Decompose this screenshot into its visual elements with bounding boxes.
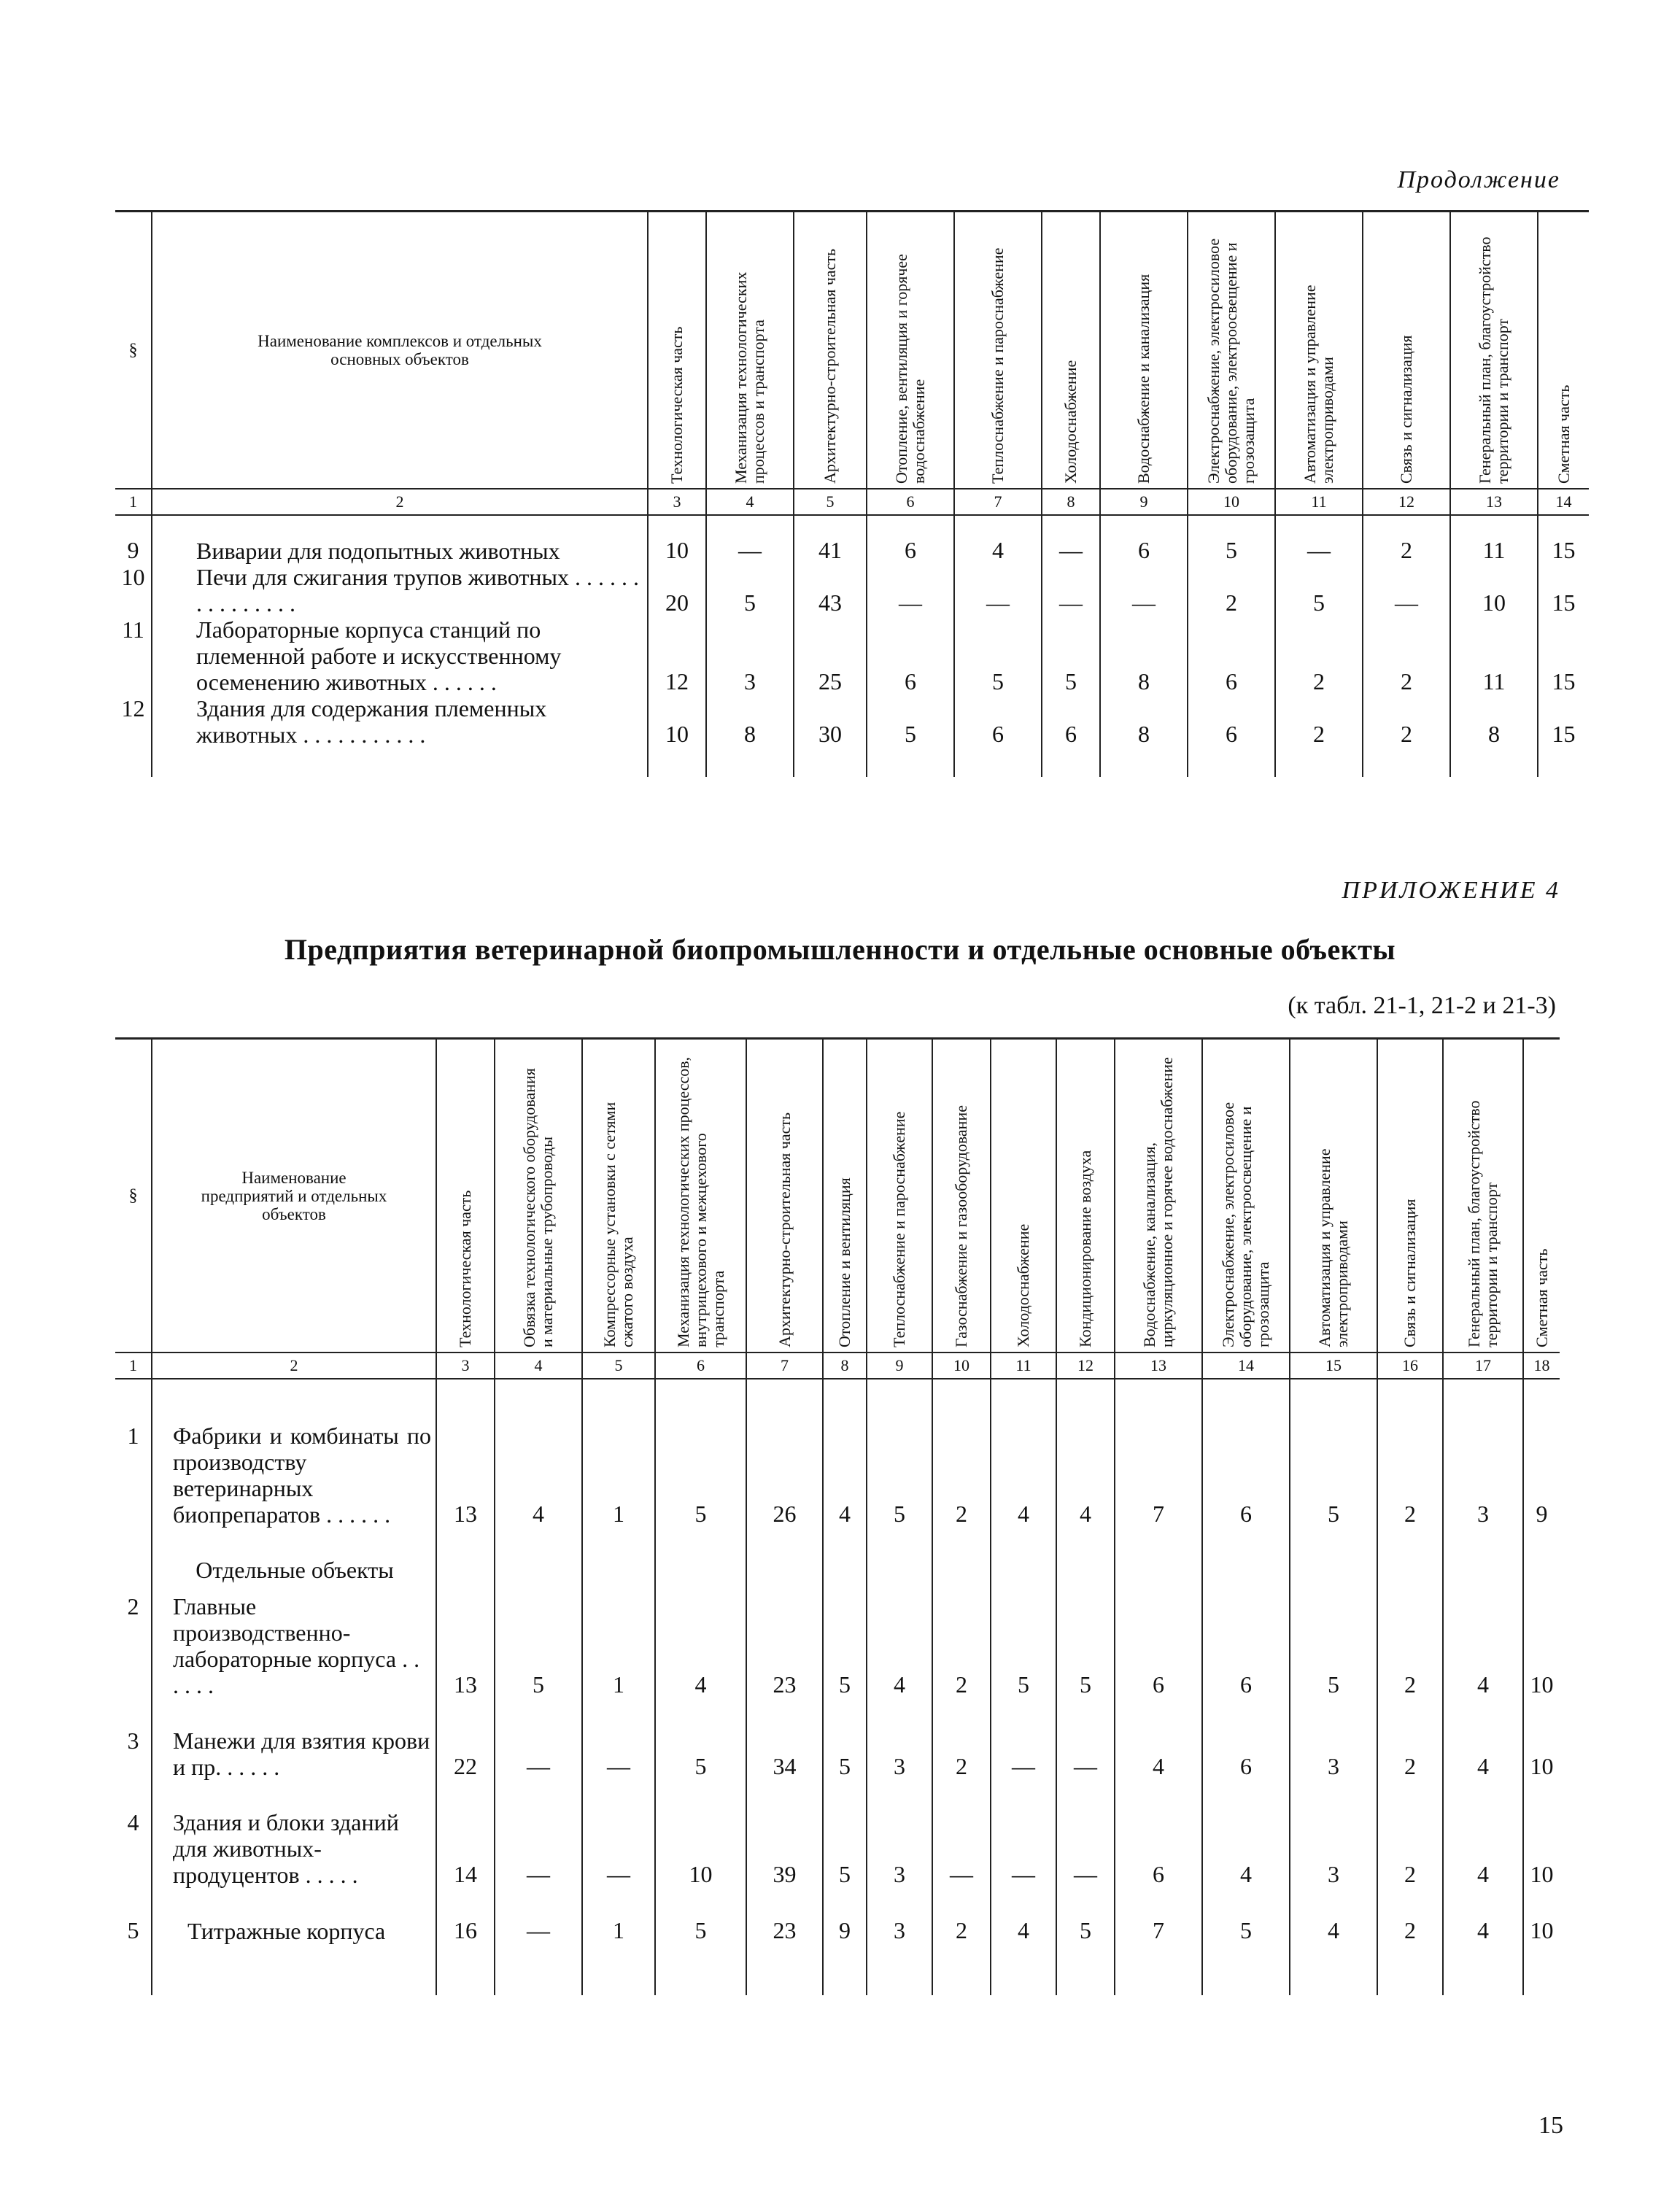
cell-value: — <box>932 1780 991 1888</box>
cell-value: 16 <box>436 1888 495 1944</box>
column-header: Электроснабжение, электросиловое оборудование, электроосвещение и грозозащита <box>1188 212 1275 489</box>
cell-value: 4 <box>1115 1698 1202 1780</box>
column-header: Холодоснабжение <box>991 1039 1056 1353</box>
column-number: 8 <box>823 1353 867 1379</box>
column-header: Сметная часть <box>1538 212 1589 489</box>
cell-value: 10 <box>1523 1583 1560 1698</box>
cell-value: 8 <box>706 695 794 748</box>
table-row <box>115 1888 1560 1944</box>
row-name: Здания для содержания племенных животных . . . . . . . . . . . <box>152 695 648 748</box>
cell-value: 5 <box>1188 537 1275 564</box>
cell-value: — <box>1056 1698 1115 1780</box>
cell-value: 6 <box>1202 1698 1290 1780</box>
table-row <box>115 616 1589 695</box>
cell-value: 10 <box>648 695 706 748</box>
column-header: Связь и сигнализация <box>1363 212 1450 489</box>
cell-value: 15 <box>1538 695 1589 748</box>
column-number: 3 <box>648 489 706 515</box>
row-name: Лабораторные корпуса станций по племенной работе и искусственному осеменению животных . . . . . . <box>152 616 648 695</box>
cell-value: — <box>1056 1780 1115 1888</box>
row-number: 1 <box>127 1423 139 1449</box>
cell-value: — <box>991 1780 1056 1888</box>
column-header: Связь и сигнализация <box>1377 1039 1443 1353</box>
cell-value: 3 <box>1443 1423 1523 1528</box>
row-number: 2 <box>127 1593 139 1620</box>
column-header: Технологическая часть <box>648 212 706 489</box>
cell-value: 6 <box>1188 616 1275 695</box>
column-number: 9 <box>1100 489 1188 515</box>
table-row <box>115 1583 1560 1698</box>
cell-value: 5 <box>706 564 794 616</box>
cell-value: 6 <box>1115 1780 1202 1888</box>
cell-value: — <box>495 1780 582 1888</box>
column-number: 14 <box>1202 1353 1290 1379</box>
row-number: 12 <box>121 695 145 721</box>
cell-value: 6 <box>954 695 1042 748</box>
cell-value: 23 <box>746 1583 823 1698</box>
cell-value: 25 <box>794 616 867 695</box>
cell-value: — <box>867 564 954 616</box>
column-header: Холодоснабжение <box>1042 212 1100 489</box>
appendix-label: ПРИЛОЖЕНИЕ 4 <box>1342 877 1560 904</box>
table-row <box>115 564 1589 616</box>
table-reference: (к табл. 21-1, 21-2 и 21-3) <box>1288 992 1556 1019</box>
cell-value: 8 <box>1100 695 1188 748</box>
cell-value: 5 <box>1056 1888 1115 1944</box>
column-number: 10 <box>1188 489 1275 515</box>
cell-value: 2 <box>932 1423 991 1528</box>
column-header: Теплоснабжение и пароснабжение <box>954 212 1042 489</box>
cell-value: 2 <box>1377 1888 1443 1944</box>
table-1-header <box>115 212 1589 489</box>
cell-value: — <box>991 1698 1056 1780</box>
cell-value: 26 <box>746 1423 823 1528</box>
cell-value: — <box>1363 564 1450 616</box>
cell-value: 3 <box>867 1888 932 1944</box>
cell-value: 4 <box>1290 1888 1377 1944</box>
cell-value: 5 <box>823 1583 867 1698</box>
column-number: 11 <box>1275 489 1363 515</box>
cell-value: 20 <box>648 564 706 616</box>
column-number: 15 <box>1290 1353 1377 1379</box>
column-header: Кондиционирование воздуха <box>1056 1039 1115 1353</box>
cell-value: 5 <box>867 1423 932 1528</box>
cell-value: 10 <box>1523 1698 1560 1780</box>
cell-value: 4 <box>1443 1780 1523 1888</box>
cell-value: 6 <box>1115 1583 1202 1698</box>
cell-value: 4 <box>991 1888 1056 1944</box>
column-number: 6 <box>655 1353 746 1379</box>
subheading: Отдельные объекты <box>152 1528 436 1583</box>
cell-value: 4 <box>1443 1698 1523 1780</box>
cell-value: 6 <box>867 616 954 695</box>
cell-value: 5 <box>495 1583 582 1698</box>
row-name: Здания и блоки зданий для животных-продуцентов . . . . . <box>152 1780 436 1888</box>
table-row <box>115 1423 1560 1528</box>
cell-value: 15 <box>1538 616 1589 695</box>
cell-value: — <box>1100 564 1188 616</box>
cell-value: 6 <box>1202 1583 1290 1698</box>
column-number: 11 <box>991 1353 1056 1379</box>
cell-value: 5 <box>991 1583 1056 1698</box>
column-number: 10 <box>932 1353 991 1379</box>
cell-value: 2 <box>1377 1698 1443 1780</box>
column-number-row <box>115 489 1589 515</box>
cell-value: 4 <box>1056 1423 1115 1528</box>
column-number: 1 <box>115 489 152 515</box>
column-number: 4 <box>495 1353 582 1379</box>
cell-value: 5 <box>954 616 1042 695</box>
column-header: Теплоснабжение и пароснабжение <box>867 1039 932 1353</box>
name-column-header: Наименование предприятий и отдельных объектов <box>152 1039 436 1353</box>
cell-value: 5 <box>1202 1888 1290 1944</box>
cell-value: 5 <box>823 1780 867 1888</box>
cell-value: 2 <box>1363 537 1450 564</box>
spacer-row <box>115 1379 1560 1423</box>
cell-value: 5 <box>655 1888 746 1944</box>
cell-value: 6 <box>1202 1423 1290 1528</box>
column-number: 4 <box>706 489 794 515</box>
row-number: 5 <box>127 1917 139 1943</box>
cell-value: 4 <box>823 1423 867 1528</box>
cell-value: 10 <box>1523 1780 1560 1888</box>
row-number: 3 <box>127 1727 139 1754</box>
cell-value: 3 <box>867 1780 932 1888</box>
name-column-header: Наименование комплексов и отдельных основных объектов <box>152 212 648 489</box>
row-name: Печи для сжигания трупов животных . . . . . . . . . . . . . . . <box>152 564 648 616</box>
cell-value: 15 <box>1538 564 1589 616</box>
cell-value: 22 <box>436 1698 495 1780</box>
cell-value: 5 <box>1056 1583 1115 1698</box>
cell-value: 1 <box>582 1888 655 1944</box>
cell-value: 2 <box>1377 1423 1443 1528</box>
column-number: 18 <box>1523 1353 1560 1379</box>
cell-value: 2 <box>1377 1780 1443 1888</box>
column-header: Обвязка технологического оборудования и материальные трубопроводы <box>495 1039 582 1353</box>
cell-value: 14 <box>436 1780 495 1888</box>
cell-value: 23 <box>746 1888 823 1944</box>
spacer-row <box>115 515 1589 537</box>
column-header: Механизация технологических процессов, внутрицехового и межцехового транспорта <box>655 1039 746 1353</box>
cell-value: 3 <box>867 1698 932 1780</box>
column-header: Генеральный план, благоустройство территории и транспорт <box>1450 212 1538 489</box>
cell-value: 2 <box>1363 695 1450 748</box>
continuation-label: Продолжение <box>1397 166 1560 193</box>
cell-value: 2 <box>1275 695 1363 748</box>
cell-value: 13 <box>436 1583 495 1698</box>
column-number: 5 <box>582 1353 655 1379</box>
cell-value: 5 <box>867 695 954 748</box>
column-number: 3 <box>436 1353 495 1379</box>
column-number: 16 <box>1377 1353 1443 1379</box>
cell-value: 15 <box>1538 537 1589 564</box>
cell-value: 3 <box>1290 1780 1377 1888</box>
column-header: Отопление и вентиляция <box>823 1039 867 1353</box>
cell-value: 12 <box>648 616 706 695</box>
cell-value: 5 <box>655 1698 746 1780</box>
spacer-row <box>115 1944 1560 1995</box>
cell-value: 4 <box>954 537 1042 564</box>
cell-value: 3 <box>1290 1698 1377 1780</box>
cell-value: 39 <box>746 1780 823 1888</box>
column-number: 5 <box>794 489 867 515</box>
cell-value: — <box>1042 564 1100 616</box>
cell-value: 9 <box>823 1888 867 1944</box>
table-row <box>115 1780 1560 1888</box>
section-symbol-header: § <box>115 212 152 489</box>
cell-value: 30 <box>794 695 867 748</box>
cell-value: 11 <box>1450 616 1538 695</box>
row-number: 10 <box>121 564 145 590</box>
column-number: 9 <box>867 1353 932 1379</box>
table-row <box>115 537 1589 564</box>
cell-value: 41 <box>794 537 867 564</box>
cell-value: 10 <box>655 1780 746 1888</box>
cell-value: 5 <box>1290 1583 1377 1698</box>
column-number: 1 <box>115 1353 152 1379</box>
column-header: Водоснабжение и канализация <box>1100 212 1188 489</box>
column-number: 17 <box>1443 1353 1523 1379</box>
cell-value: 7 <box>1115 1888 1202 1944</box>
cell-value: 5 <box>1290 1423 1377 1528</box>
column-number: 2 <box>152 1353 436 1379</box>
cell-value: — <box>706 537 794 564</box>
cell-value: 4 <box>1443 1583 1523 1698</box>
column-header: Генеральный план, благоустройство территории и транспорт <box>1443 1039 1523 1353</box>
cell-value: 2 <box>932 1888 991 1944</box>
column-number: 6 <box>867 489 954 515</box>
cell-value: 10 <box>1450 564 1538 616</box>
cell-value: 2 <box>932 1583 991 1698</box>
cell-value: 5 <box>655 1423 746 1528</box>
cell-value: — <box>582 1780 655 1888</box>
cell-value: 4 <box>1443 1888 1523 1944</box>
cell-value: 2 <box>1275 616 1363 695</box>
table-row <box>115 695 1589 748</box>
cell-value: 10 <box>1523 1888 1560 1944</box>
section-symbol-header: § <box>115 1039 152 1353</box>
column-header: Механизация технологических процессов и транспорта <box>706 212 794 489</box>
spacer-row <box>115 748 1589 777</box>
row-number: 4 <box>127 1809 139 1835</box>
cell-value: 8 <box>1100 616 1188 695</box>
column-header: Газоснабжение и газооборудование <box>932 1039 991 1353</box>
column-header: Электроснабжение, электросиловое оборудование, электроосвещение и грозозащита <box>1202 1039 1290 1353</box>
page-title: Предприятия ветеринарной биопромышленности и отдельные основные объекты <box>284 933 1396 966</box>
cell-value: 9 <box>1523 1423 1560 1528</box>
column-number: 12 <box>1363 489 1450 515</box>
cell-value: — <box>1275 537 1363 564</box>
column-number: 13 <box>1115 1353 1202 1379</box>
column-number: 7 <box>954 489 1042 515</box>
cell-value: 4 <box>867 1583 932 1698</box>
cell-value: — <box>954 564 1042 616</box>
column-header: Сметная часть <box>1523 1039 1560 1353</box>
cell-value: 3 <box>706 616 794 695</box>
cell-value: 2 <box>1377 1583 1443 1698</box>
column-header: Технологическая часть <box>436 1039 495 1353</box>
table-1 <box>115 210 1589 777</box>
table-row <box>115 1698 1560 1780</box>
page-number: 15 <box>1538 2112 1563 2139</box>
cell-value: 4 <box>991 1423 1056 1528</box>
cell-value: 5 <box>823 1698 867 1780</box>
column-header: Водоснабжение, канализация, циркуляционное и горячее водоснабжение <box>1115 1039 1202 1353</box>
cell-value: 10 <box>648 537 706 564</box>
cell-value: 4 <box>655 1583 746 1698</box>
cell-value: — <box>495 1698 582 1780</box>
cell-value: 13 <box>436 1423 495 1528</box>
column-number: 8 <box>1042 489 1100 515</box>
column-number-row <box>115 1353 1560 1379</box>
cell-value: 43 <box>794 564 867 616</box>
cell-value: 2 <box>1363 616 1450 695</box>
column-number: 14 <box>1538 489 1589 515</box>
row-name: Фабрики и комбинаты по производству ветеринарных биопрепаратов . . . . . . <box>152 1423 436 1528</box>
column-number: 13 <box>1450 489 1538 515</box>
subheading-row <box>115 1528 1560 1583</box>
column-header: Отопление, вентиляция и горячее водоснабжение <box>867 212 954 489</box>
column-header: Автоматизация и управление электроприводами <box>1290 1039 1377 1353</box>
cell-value: — <box>495 1888 582 1944</box>
cell-value: 6 <box>867 537 954 564</box>
cell-value: — <box>1042 537 1100 564</box>
cell-value: 2 <box>932 1698 991 1780</box>
row-number: 9 <box>127 537 139 563</box>
column-number: 7 <box>746 1353 823 1379</box>
cell-value: 4 <box>1202 1780 1290 1888</box>
row-name: Главные производственно-лабораторные корпуса . . . . . . <box>152 1583 436 1698</box>
row-number: 11 <box>122 616 144 643</box>
row-name: Манежи для взятия крови и пр. . . . . . <box>152 1698 436 1780</box>
table-2 <box>115 1037 1560 1995</box>
cell-value: 4 <box>495 1423 582 1528</box>
column-header: Автоматизация и управление электроприводами <box>1275 212 1363 489</box>
cell-value: 11 <box>1450 537 1538 564</box>
cell-value: 6 <box>1042 695 1100 748</box>
cell-value: 6 <box>1188 695 1275 748</box>
cell-value: 5 <box>1042 616 1100 695</box>
table-2-header <box>115 1039 1560 1353</box>
cell-value: — <box>582 1698 655 1780</box>
row-name: Виварии для подопытных животных <box>152 537 648 564</box>
cell-value: 34 <box>746 1698 823 1780</box>
cell-value: 6 <box>1100 537 1188 564</box>
column-number: 12 <box>1056 1353 1115 1379</box>
column-header: Компрессорные установки с сетями сжатого воздуха <box>582 1039 655 1353</box>
cell-value: 8 <box>1450 695 1538 748</box>
cell-value: 1 <box>582 1583 655 1698</box>
cell-value: 5 <box>1275 564 1363 616</box>
row-name: Титражные корпуса <box>152 1888 436 1944</box>
cell-value: 2 <box>1188 564 1275 616</box>
column-header: Архитектурно-строительная часть <box>794 212 867 489</box>
cell-value: 1 <box>582 1423 655 1528</box>
column-header: Архитектурно-строительная часть <box>746 1039 823 1353</box>
cell-value: 7 <box>1115 1423 1202 1528</box>
column-number: 2 <box>152 489 648 515</box>
